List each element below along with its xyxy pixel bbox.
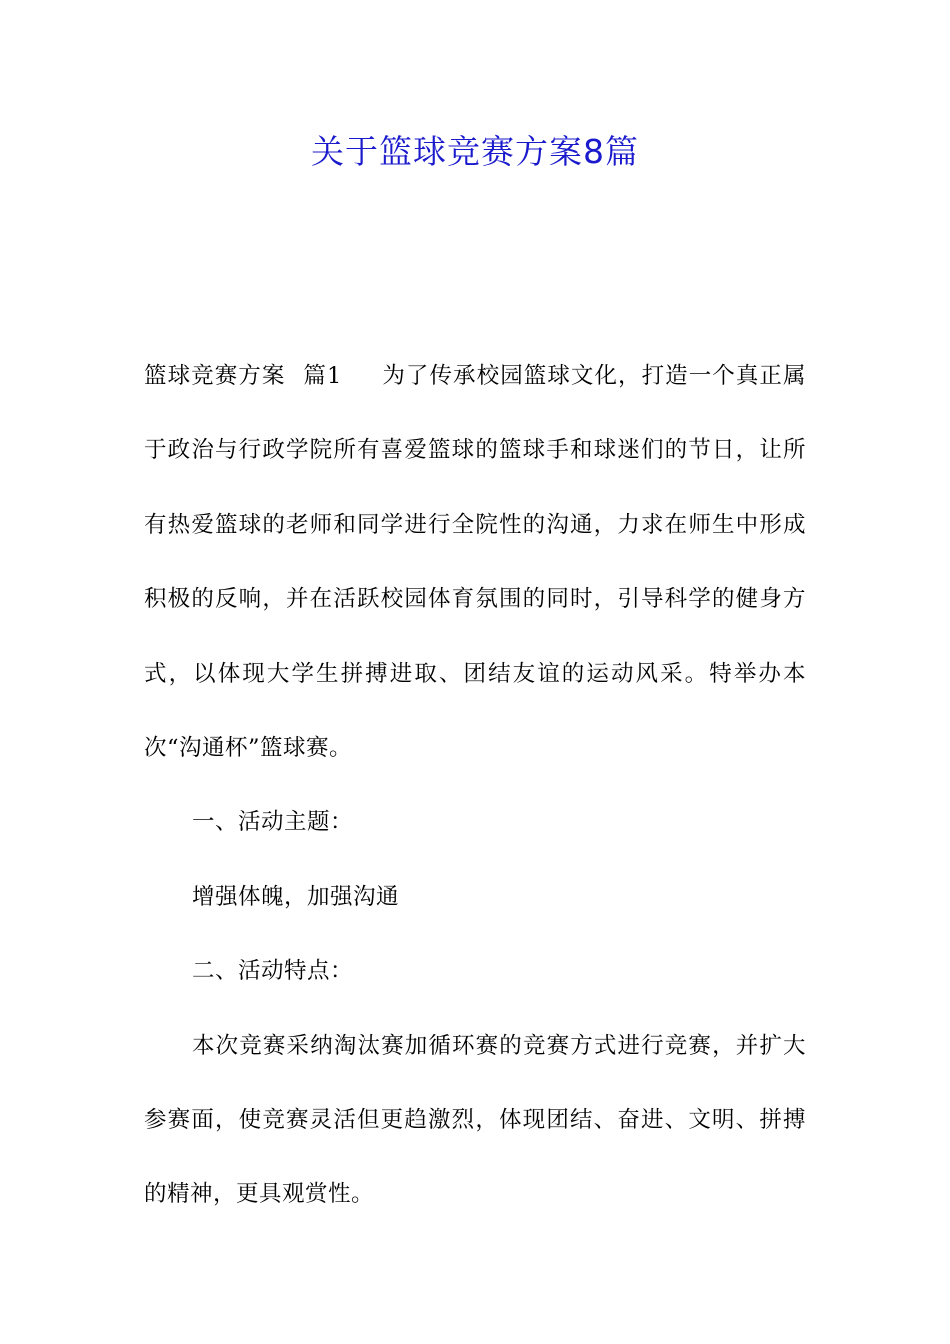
- features-paragraph: 本次竞赛采纳淘汰赛加循环赛的竞赛方式进行竞赛，并扩大参赛面，使竞赛灵活但更趋激烈，体现团结、奋进、文明、拼搏的精神，更具观赏性。: [144, 1032, 806, 1208]
- section-label: 篮球竞赛方案: [144, 363, 286, 389]
- document-body: [144, 339, 806, 1232]
- heading-features: 二、活动特点：: [192, 958, 354, 985]
- intro-text: 为了传承校园篮球文化，打造一个真正属于政治与行政学院所有喜爱篮球的篮球手和球迷们的节日，让所有热爱篮球的老师和同学进行全院性的沟通，力求在师生中形成积极的反响，并在活跃校园体育氛围的同时，引导科学的健身方式，以体现大学生拼搏进取、团结友谊的运动风采。特举办本次“沟通杯”篮球赛。: [144, 363, 806, 762]
- intro-paragraph: [144, 339, 806, 785]
- theme-paragraph: 增强体魄，加强沟通: [192, 883, 400, 910]
- section-number: 篇1: [303, 363, 342, 389]
- heading-theme: 一、活动主题：: [192, 809, 354, 836]
- document-title: 关于篮球竞赛方案8篇: [311, 132, 639, 171]
